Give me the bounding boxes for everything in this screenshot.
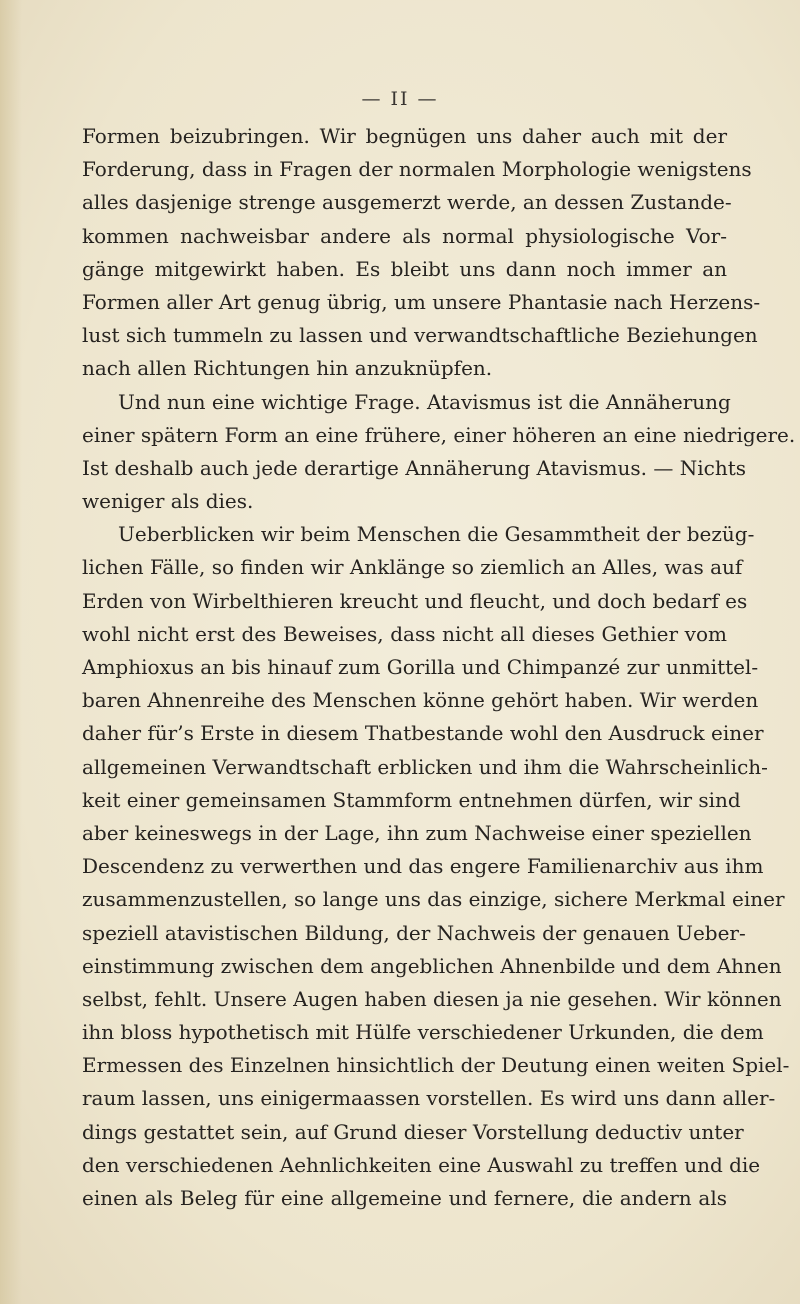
body-text [82, 120, 796, 1215]
text-line: Erden von Wirbelthieren kreucht und fleucht, und doch bedarf es [82, 588, 748, 613]
text-line: Formen aller Art genug übrig, um unsere Phantasie nach Herzens- [82, 289, 761, 314]
text-line: Ist deshalb auch jede derartige Annäherung Atavismus. — Nichts [82, 455, 747, 480]
text-line: einen als Beleg für eine allgemeine und fernere, die andern als [82, 1186, 727, 1210]
text-line: aber keineswegs in der Lage, ihn zum Nachweise einer speziellen [82, 820, 752, 845]
text-line: daher für’s Erste in diesem Thatbestande wohl den Ausdruck einer [82, 721, 764, 746]
text-line: raum lassen, uns einigermaassen vorstellen. Es wird uns dann aller- [82, 1086, 776, 1111]
text-line: weniger als dies. [82, 489, 254, 514]
page-edge-shadow [0, 0, 22, 1304]
text-line: lichen Fälle, so finden wir Anklänge so ziemlich an Alles, was auf [82, 555, 743, 580]
text-line: allgemeinen Verwandtschaft erblicken und ihm die Wahrscheinlich- [82, 754, 768, 779]
text-line: den verschiedenen Aehnlichkeiten eine Auswahl zu treffen und die [82, 1152, 761, 1177]
text-line: zusammenzustellen, so lange uns das einzige, sichere Merkmal einer [82, 887, 785, 912]
text-line: speziell atavistischen Bildung, der Nachweis der genauen Ueber- [82, 920, 746, 945]
text-line: einstimmung zwischen dem angeblichen Ahnenbilde und dem Ahnen [82, 953, 782, 978]
text-line: ihn bloss hypothetisch mit Hülfe verschiedener Urkunden, die dem [82, 1020, 764, 1045]
text-line: einer spätern Form an eine frühere, einer höheren an eine niedrigere. [82, 422, 796, 447]
text-line: wohl nicht erst des Beweises, dass nicht all dieses Gethier vom [82, 621, 727, 646]
text-line: keit einer gemeinsamen Stammform entnehmen dürfen, wir sind [82, 787, 741, 812]
text-line: Descendenz zu verwerthen und das engere Familienarchiv aus ihm [82, 854, 764, 879]
text-line: alles dasjenige strenge ausgemerzt werde, an dessen Zustande- [82, 190, 732, 215]
text-line: gänge mitgewirkt haben. Es bleibt uns dann noch immer an [82, 256, 727, 281]
text-line: lust sich tummeln zu lassen und verwandtschaftliche Beziehungen [82, 323, 758, 348]
text-line: Ermessen des Einzelnen hinsichtlich der Deutung einen weiten Spiel- [82, 1053, 790, 1078]
running-head: — II — [361, 88, 439, 110]
text-line: baren Ahnenreihe des Menschen könne gehört haben. Wir werden [82, 688, 759, 713]
text-line: kommen nachweisbar andere als normal physiologische Vor- [82, 223, 727, 248]
text-line: Und nun eine wichtige Frage. Atavismus ist die Annäherung [118, 389, 731, 414]
text-line: selbst, fehlt. Unsere Augen haben diesen ja nie gesehen. Wir können [82, 986, 782, 1011]
text-line: Amphioxus an bis hinauf zum Gorilla und Chimpanzé zur unmittel- [82, 655, 759, 679]
text-line: Formen beizubringen. Wir begnügen uns daher auch mit der [82, 124, 727, 148]
text-line: Forderung, dass in Fragen der normalen Morphologie wenigstens [82, 157, 752, 182]
text-line: Ueberblicken wir beim Menschen die Gesammtheit der bezüg- [118, 522, 755, 547]
text-line: nach allen Richtungen hin anzuknüpfen. [82, 356, 493, 381]
text-line: dings gestattet sein, auf Grund dieser Vorstellung deductiv unter [82, 1119, 744, 1144]
